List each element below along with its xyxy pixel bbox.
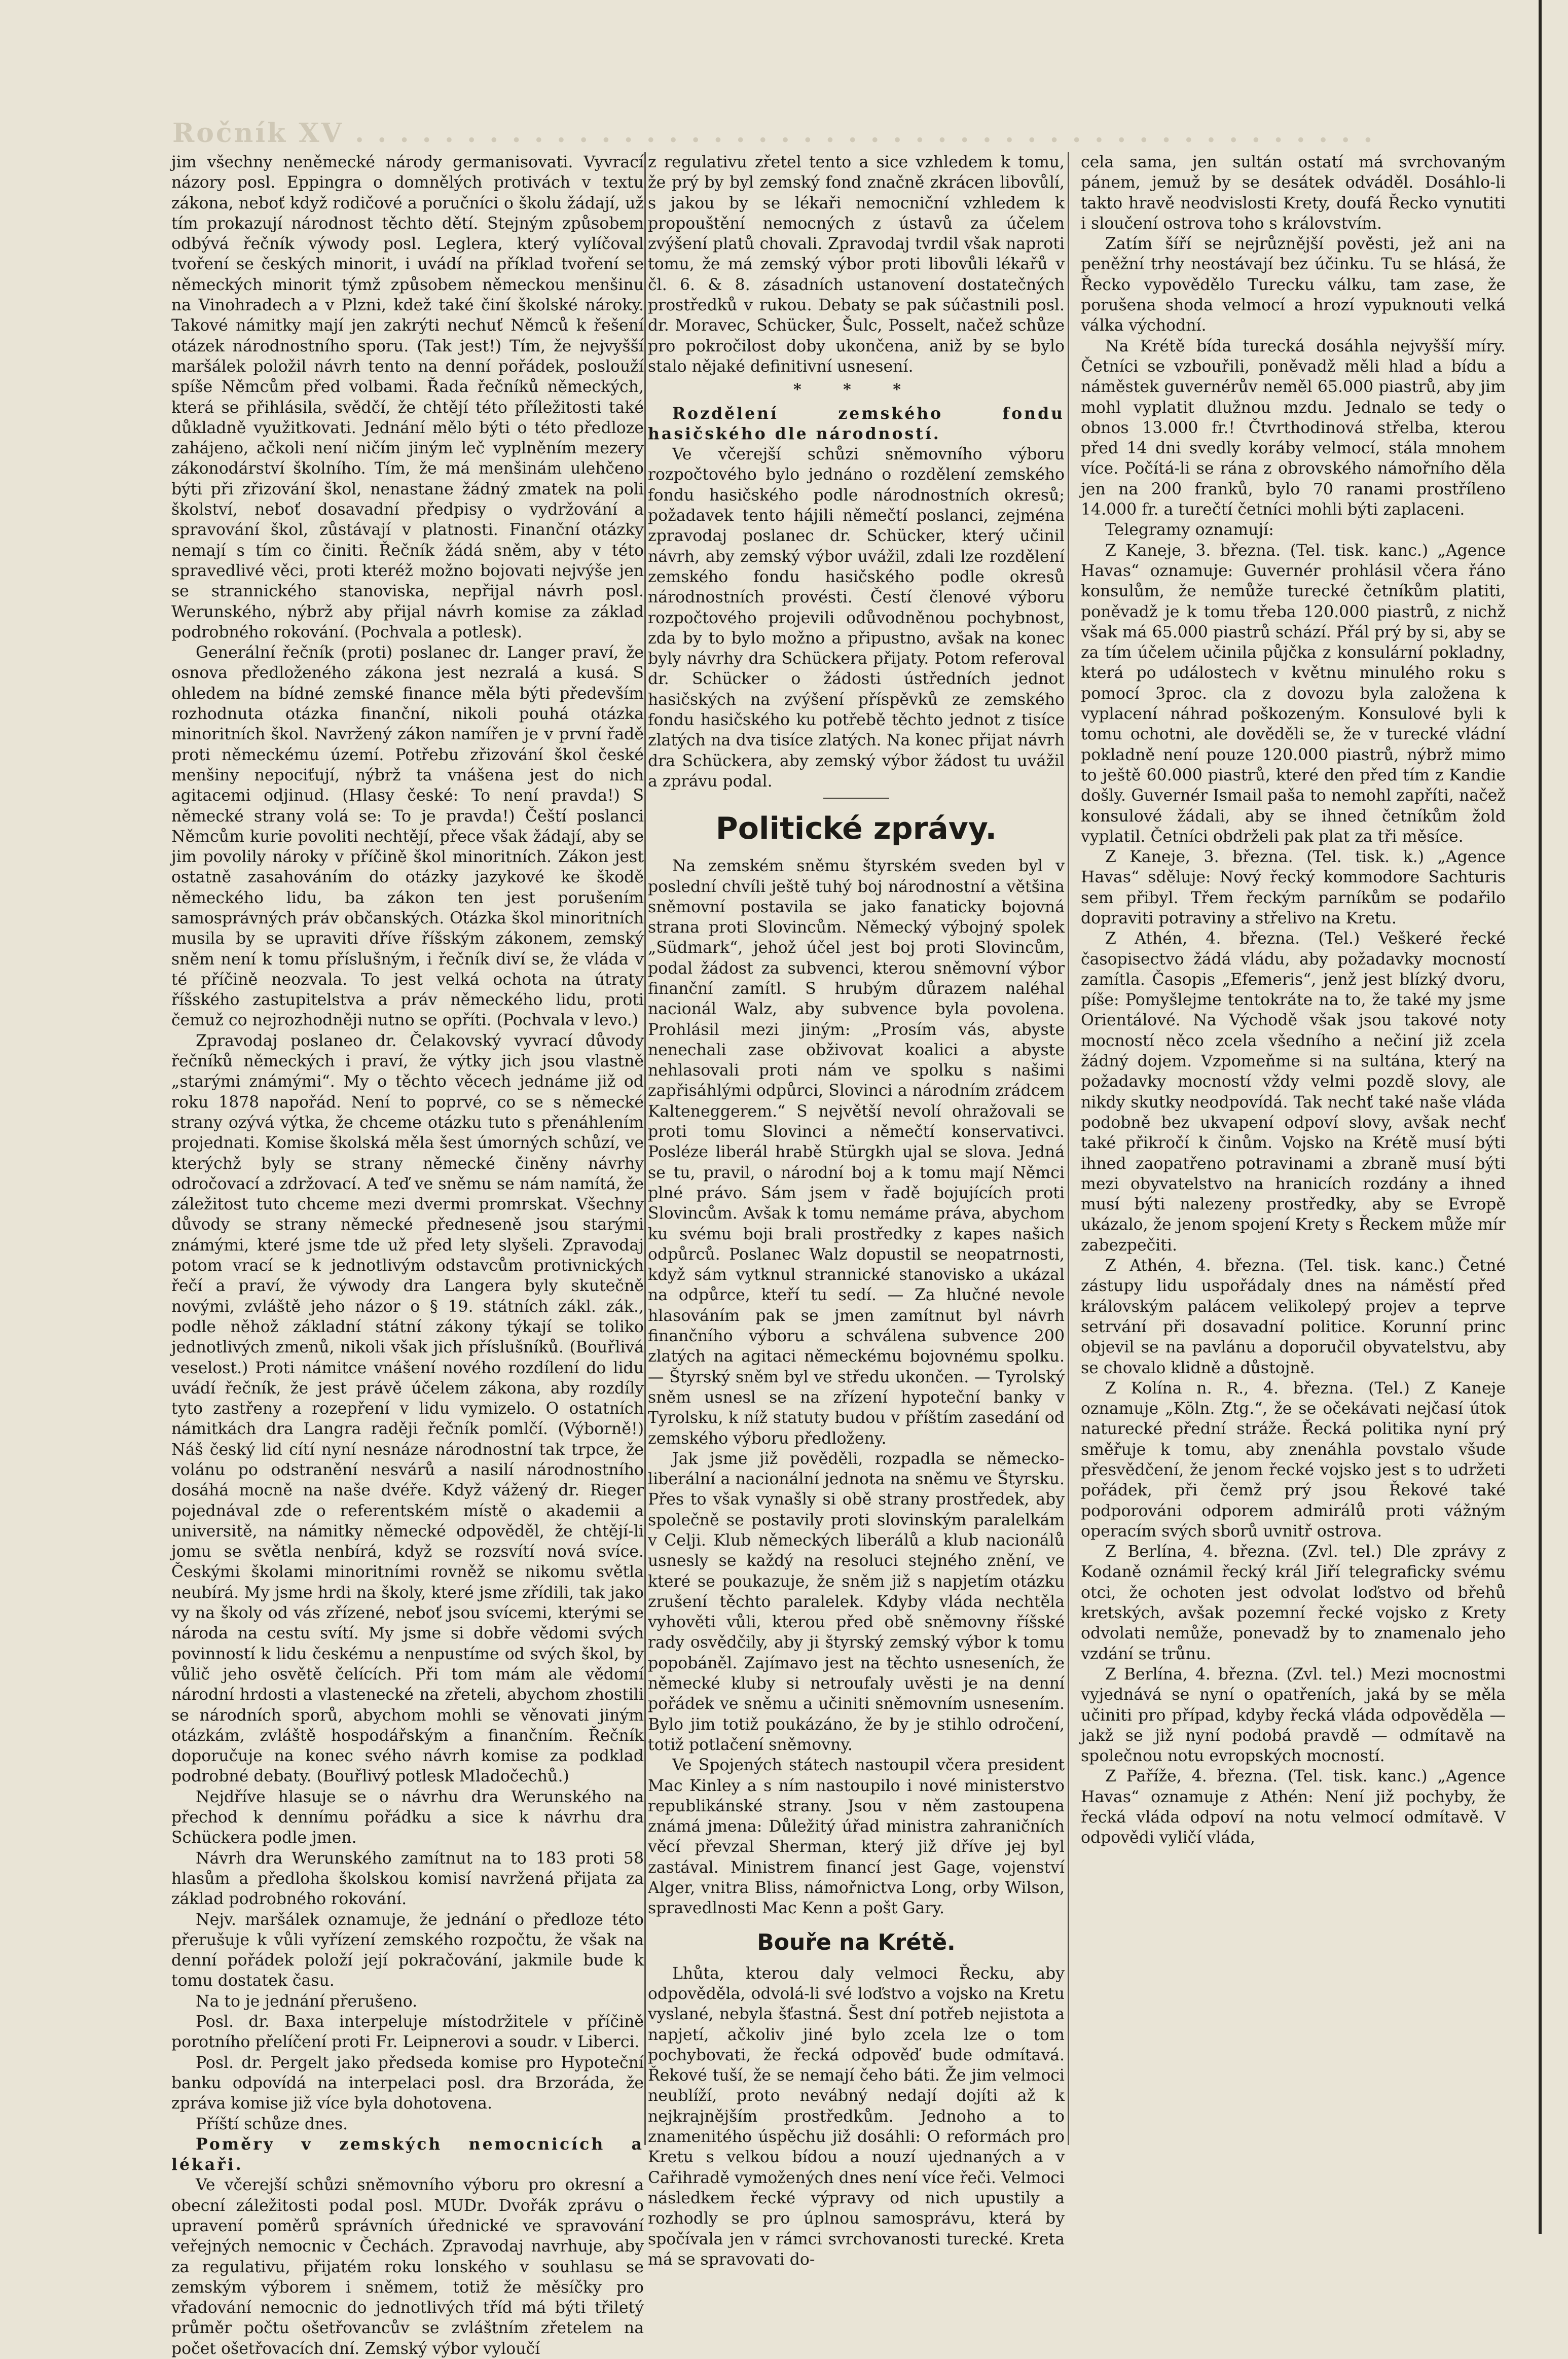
article-paragraph: Ve včerejší schůzi sněmovního výboru rozpočtového bylo jednáno o rozdělení zemského fondu hasičského podle národnostních okresů; požadavek tento hájili němečtí poslanci, zejména zpravodaj poslanec dr. Schücker, který učinil návrh, aby zemský výbor uvážil, zdali lze rozdělení zemského fondu hasičského podle okresů národnostních provésti. Čestí členové výboru rozpočtového projevili odůvodněnou pochybnost, zda by to bylo možno a připustno, avšak na konec byly návrhy dra Schückera přijaty. Potom referoval dr. Schücker o žádosti ústředních jednot hasičských na zvýšení příspěvků ze zemského fondu hasičského ku potřebě těchto jednot z tisíce zlatých na dva tisíce zlatých. Na konec přijat návrh dra Schückera, aby zemský výbor žádost tu uvážil a zprávu podal. (648, 445, 1065, 791)
article-heading-inline: Rozdělení zemského fondu hasičského dle národností. (648, 404, 1065, 443)
article-paragraph: Lhůta, kterou daly velmoci Řecku, aby odpověděla, odvolá-li své loďstvo a vojsko na Kretu vyslané, nebyla šťastná. Šest dní potřeb nejistota a napjetí, ačkoliv jiné bylo zcela lze o tom pochybovati, že řecká odpověď bude odmítavá. Řekové tuší, že se nemají čeho báti. Že jim velmoci neublíží, proto nevábný nedají dojíti až k nejkrajnějším prostředkům. Jednoho a to znamenitého úspěchu již dosáhli: O reformách pro Kretu s velkou bídou a nouzí ujednaných a v Cařihradě vymožených dnes není více řeči. Velmoci následkem řecké výpravy od nich upustily a rozhodly se pro úplnou samosprávu, která by spočívala jen v rámci svrchovanosti turecké. Kreta má se spravovati do- (648, 1964, 1065, 2269)
article-paragraph: Z Berlína, 4. března. (Zvl. tel.) Dle zprávy z Kodaně oznámil řecký král Jiří telegraficky svému otci, že ochoten jest odvolat loďstvo od břehů kretských, avšak pozemní řecké vojsko z Krety odvolati nemůže, ponevadž by to znamenalo jeho vzdání se trůnu. (1081, 1543, 1506, 1663)
section-title: Politické zprávy. (715, 811, 997, 847)
article-paragraph: Nejdříve hlasuje se o návrhu dra Werunského na přechod k dennímu pořádku a sice k návrhu dra Schückera podle jmen. (171, 1788, 644, 1847)
article-paragraph: Z Kolína n. R., 4. března. (Tel.) Z Kaneje oznamuje „Köln. Ztg.“, že se očekávati nejčasí útok naturecké přední stráže. Řecká politika nyní prý směřuje k tomu, aby znenáhla povstalo všude přesvědčení, že jenom řecké vojsko jest s to udržeti pořádek, při čemž prý jsou Řekové také podporováni odporem admirálů proti vážným operacím svých sborů uvnitř ostrova. (1081, 1379, 1506, 1541)
article-paragraph: Z Kaneje, 3. března. (Tel. tisk. kanc.) „Agence Havas“ oznamuje: Guvernér prohlásil včera řáno konsulům, že nemůže turecké četníkům platiti, poněvadž je k tomu třeba 120.000 piastrů, z nichž však má 65.000 piastrů schází. Přál prý by si, aby se za tím účelem učinila půjčka z konsulární pokladny, která po událostech v květnu minulého roku s pomocí 3proc. cla z dovozu byla založena k vyplacení náhrad poškozeným. Konsulové byli k tomu ochotni, ale dověděli se, že v turecké vládní pokladně není pouze 120.000 piastrů, nýbrž mimo to ještě 60.000 piastrů, které den před tím z Kandie došly. Guvernér Ismail paša to nemohl zapříti, načež konsulové žádali, aby se ihned četníkům žold vyplatil. Četníci obdrželi pak plat za tři měsíce. (1081, 541, 1506, 846)
article-paragraph: Na zemském sněmu štyrském sveden byl v poslední chvíli ještě tuhý boj národnostní a většina sněmovní postavila se jako fanaticky bojovná strana proti Slovincům. Německý výbojný spolek „Südmark“, jehož účel jest boj proti Slovincům, podal žádost za subvenci, kterou sněmovní výbor finanční zamítl. S hrubým důrazem naléhal nacionál Walz, aby subvence byla povolena. Prohlásil mezi jiným: „Prosím vás, abyste nenechali zase obživovat koalici a abyste nehlasovali proti nám ve spolku s našimi zapřisáhlými odpůrci, Slovinci a národním zrádcem Kalteneggerem.“ S největší nevolí ohražovali se proti tomu Slovinci a němečtí konservativci. Posléze liberál hrabě Stürgkh ujal se slova. Jedná se tu, pravil, o národní boj a k tomu mají Němci plné právo. Sám jsem v řadě bojujících proti Slovincům. Avšak k tomu nemáme práva, abychom ku svému boji brali prostředky z kapes našich odpůrců. Poslanec Walz dopustil se neopatrnosti, když sám vytknul strannické stanovisko a ukázal na odpůrce, kteří tu sedí. — Za hlučné nevole hlasováním pak se jmen zamítnut byl návrh finančního výboru a schválena subvence 200 zlatých na agitaci německému bojovnému spolku. — Štyrský sněm byl ve středu ukončen. — Tyrolský sněm usnesl se na zřízení hypoteční banky v Tyrolsku, k níž statuty budou v příštím zasedání od zemského výboru předloženy. (648, 857, 1065, 1448)
article-paragraph: Na to je jednání přerušeno. (196, 1992, 418, 2011)
article-paragraph: Z Athén, 4. března. (Tel. tisk. kanc.) Četné zástupy lidu uspořádaly dnes na náměstí před královským palácem velikolepý projev a teprve setrvání při dosavadní politice. Korunní princ objevil se na pavlánu a doporučil obyvatelstvu, aby se chovalo klidně a důstojně. (1081, 1257, 1506, 1377)
article-paragraph: Ve včerejší schůzi sněmovního výboru pro okresní a obecní záležitosti podal posl. MUDr. Dvořák zprávu o upravení poměrů správních úřednické ve spravování veřejných nemocnic v Čechách. Zpravodaj navrhuje, aby za regulativu, přijatém roku lonského v souhlasu se zemským výborem i sněmem, totiž že měsíčky pro vřadování nemocnic do jednotlivých tříd má býti třiletý průměr počtu ošetřovancův se zvláštním zřetelem na počet ošetřovacích dní. Zemský výbor vyloučí (171, 2176, 644, 2358)
article-paragraph: cela sama, jen sultán ostatí má svrchovaným pánem, jemuž by se desátek odváděl. Dosáhlo-li takto hravě neodvislosti Krety, doufá Řecko vynutiti i sloučení ostrova toho s královstvím. (1081, 153, 1506, 233)
page-fold-shadow (1539, 0, 1542, 2234)
article-paragraph: Posl. dr. Baxa interpeluje místodržitele v příčině porotního přelíčení proti Fr. Leipnerovi a soudr. v Liberci. (171, 2013, 644, 2052)
article-paragraph: Nejv. maršálek oznamuje, že jednání o předloze této přerušuje k vůli vyřízení zemského rozpočtu, že však na denní pořádek položí její pokračování, jakmile bude k tomu dostatek času. (171, 1910, 644, 1990)
column-3 (1081, 152, 1506, 2150)
article-paragraph: Zatím šíří se nejrůznější pověsti, jež ani na peněžní trhy neostávají bez účinku. Tu se hlásá, že Řecko vypovědělo Turecku válku, tam zase, že porušena shoda velmocí a hrozí vypuknouti velká válka východní. (1081, 235, 1506, 335)
article-paragraph: z regulativu zřetel tento a sice vzhledem k tomu, že prý by byl zemský fond značně zkrácen libovůlí, s jakou by se lékaři nemocniční vzhledem k propouštění nemocných z ústavů za účelem zvýšení platů chovali. Zpravodaj tvrdil však naproti tomu, že má zemský výbor proti libovůli lékařů v čl. 6. & 8. zásadních ustanovení dostatečných prostředků v rukou. Debaty se pak súčastnili posl. dr. Moravec, Schücker, Šulc, Posselt, načež schůze pro pokročilost doby ukončena, aniž by se bylo stalo nějaké definitivní usnesení. (648, 153, 1065, 376)
faded-header-show-through: Ročník XV . . . . . . . . . . . . . . . . . . . . . . . . . . . . . . . . . . . . . . . . . . . . . . (172, 118, 1375, 149)
article-paragraph: Ve Spojených státech nastoupil včera president Mac Kinley a s ním nastoupilo i nové ministerstvo republikánské strany. Jsou v něm zastoupena známá jmena: Důležitý úřad ministra zahraničních věcí převzal Sherman, který již dříve jej byl zastával. Ministrem financí jest Gage, vojenství Alger, vnitra Bliss, námořnictva Long, orby Wilson, spravedlnosti Mac Kenn a pošt Gary. (648, 1756, 1065, 1918)
column-rule-2 (1068, 152, 1069, 2145)
article-paragraph: Zpravodaj poslaneo dr. Čelakovský vyvrací důvody řečníků německých i praví, že výtky jich jsou vlastně „starými známými“. My o těchto věcech jednáme již od roku 1878 napořád. Není to poprvé, co se s německé strany ozývá výtka, že chceme otázku tuto s přenáhlením projednati. Komise školská měla šest úmorných schůzí, ve kterýchž byly se strany německé činěny návrhy odročovací a zdržovací. A teď ve sněmu se nám namítá, že záležitost tuto chceme mezi dvermi promrskat. Všechny důvody se strany německé předneseně jsou starými známými, které jsme tde už před lety slyšeli. Zpravodaj potom vrací se k jednotlivým odstavcům protivnických řečí a praví, že výwody dra Langera byly skutečně novými, zvláště jeho názor o § 19. státních zákl. zák., podle něhož základní státní zákony týkají se toliko jednotlivých zmenů, nikoli však jich příslušníků. (Bouřlivá veselost.) Proti námitce vnášení nového rozdílení do lidu uvádí řečník, že jest právě účelem zákona, aby rozdíly tyto zastřeny a rozepření v lidu vymizelo. O ostatních námitkách dra Langra raději řečník pomlčí. (Výborně!) Náš český lid cítí nyní nesnáze národnostní tak trpce, že volánu po odstranění nesvárů a nasilí národnostního dosáhá mocně na naše dvéře. Když vážený dr. Rieger pojednával zde o referentském místě o akademii a universitě, na námitky německé odpověděl, že chtějí-li jomu se světla nenbírá, když se rozsvítí nová svíce. Českými školami minoritními rovněž se nikomu světla neubírá. My jsme hrdi na školy, které jsme zřídili, tak jako vy na školy od vás zřízené, neboť jsou svícemi, kterými se národa na cestu svítí. My jsme si dobře vědomi svých povinností k lidu českému a nenpustíme od svých škol, by vůlič jeho osvětě čelících. Při tom mám ale vědomí národní hrdosti a vlastenecké na zřeteli, abychom zhostili se národních sporů, abychom mohli se věnovati jiným otázkám, zvláště hospodářským a finančním. Řečník doporučuje na konec svého návrh komise za podklad podrobné debaty. (Bouřlivý potlesk Mladočechů.) (171, 1031, 644, 1786)
article-paragraph: Návrh dra Werunského zamítnut na to 183 proti 58 hlasům a předloha školskou komisí navržená přijata za základ podrobného rokování. (171, 1849, 644, 1909)
article-paragraph: Z Berlína, 4. března. (Zvl. tel.) Mezi mocnostmi vyjednává se nyní o opatřeních, jaká by se měla učiniti pro případ, kdyby řecká vláda odpověděla — jakž se již nyní podobá pravdě — odmítavě na společnou notu evropských mocností. (1081, 1665, 1506, 1766)
article-paragraph: Jak jsme již pověděli, rozpadla se německo-liberální a nacionální jednota na sněmu ve Štyrsku. Přes to však vynašly si obě strany prostředek, aby společně se postavily proti slovinským paralelkám v Celji. Klub německých liberálů a klub nacionálů usnesly se každý na resoluci stejného znění, ve které se poukazuje, že sněm již s napjetím otázku zrušení těchto paralelek. Kdyby vláda nechtěla vyhověti vůli, kterou před obě sněmovny říšské rady osvědčily, aby ji štyrský zemský výbor k tomu popobáněl. Zajímavo jest na těchto usneseních, že německé kluby si netroufaly uvěsti je na denní pořádek ve sněmu a učiniti sněmovním usnesením. Bylo jim totiž poukázáno, že by je stihlo odročení, totiž potlačení sněmovny. (648, 1449, 1065, 1754)
article-paragraph: jim všechny neněmecké národy germanisovati. Vyvrací názory posl. Eppingra o domnělých protivách v textu zákona, neboť když rodičové a poručníci o školu žádají, už tím prokazují národnost těchto dětí. Stejným způsobem odbývá řečník výwody posl. Leglera, který vylíčoval tvoření se českých minorit, i uvádí na příklad tvoření se německých minorit týmž způsobem německou menšinu na Vinohradech a v Plzni, kdež také činí školské nároky. Takové námitky mají jen zakrýti nechuť Němců k řešení otázek národnostního sporu. (Tak jest!) Tím, že nejvyšší maršálek položil návrh tento na denní pořádek, poslouží spíše Němcům před volbami. Řada řečníků německých, která se přihlásila, svědčí, že chtějí této příležitosti také důkladně využitkovati. Jednání mělo býti o této předloze zahájeno, ačkoli není ničím jiným leč vyplněním mezery zákonodárství školního. Tím, že má menšinám ulehčeno býti při zřizování škol, nenastane žádný zmatek na poli školství, neboť dosavadní předpisy o vydržování a spravování škol, zůstávají v platnosti. Finanční otázky nemají s tím co činiti. Řečník žádá sněm, aby v této spravedlivé věci, proti kteréž možno bojovati nejvýše jen se strannického stanoviska, nepřijal návrh posl. Werunského, nýbrž aby přijal návrh komise za základ podrobného rokování. (Pochvala a potlesk). (171, 153, 644, 641)
article-heading-inline: Poměry v zemských nemocnicích a lékaři. (171, 2134, 644, 2174)
section-stars: * * * (793, 381, 919, 399)
article-paragraph: Generální řečník (proti) poslanec dr. Langer praví, že osnova předloženého zákona jest nezralá a kusá. S ohledem na bídné zemské finance měla býti především rozhodnuta otázka finanční, nikoli pouhá otázka minoritních škol. Navržený zákon namířen je v první řadě proti německému území. Potřebu zřizování škol české menšiny nepociťují, nýbrž ta vnášena jest do nich agitacemi odjinud. (Hlasy české: To není pravda!) S německé strany volá se: To je pravda!) Čeští poslanci Němcům kurie povoliti nechtějí, přece však žádají, aby se jim povolily nároky v příčině škol minoritních. Zákon jest ostatně zasahováním do otázky jazykové ke škodě německého lidu, ba zákon ten jest porušením samosprávných práv občanských. Otázka škol minoritních musila by se upraviti dříve říšským zákonem, zemský sněm není k tomu příslušným, i řečník diví se, že vláda v té příčině neozvala. To jest velká ochota na útraty říšského zastupitelstva a práv německého lidu, proti čemuž co nejrozhodněji nutno se opříti. (Pochvala v levo.) (171, 644, 644, 1030)
column-rule-1 (644, 152, 646, 2145)
separator-rule (823, 798, 889, 799)
column-1 (171, 152, 644, 2358)
article-paragraph: Z Kaneje, 3. března. (Tel. tisk. k.) „Agence Havas“ sděluje: Nový řecký kommodore Sachturis sem přibyl. Třem řeckým parníkům se podařilo dopraviti potraviny a střelivo na Kretu. (1081, 848, 1506, 927)
article-paragraph: Posl. dr. Pergelt jako předseda komise pro Hypoteční banku odpovídá na interpelaci posl. dra Brzoráda, že zpráva komise již více byla dohotovena. (171, 2053, 644, 2113)
article-paragraph: Příští schůze dnes. (196, 2115, 348, 2133)
article-paragraph: Z Paříže, 4. března. (Tel. tisk. kanc.) „Agence Havas“ oznamuje z Athén: Není již pochyby, že řecká vláda odpoví na notu velmocí odmítavě. V odpovědi vyličí vláda, (1081, 1767, 1506, 1847)
column-2 (648, 152, 1065, 2269)
article-paragraph: Telegramy oznamují: (1105, 521, 1274, 540)
article-paragraph: Z Athén, 4. března. (Tel.) Veškeré řecké časopisectvo žádá vládu, aby požadavky mocností zamítla. Časopis „Efemeris“, jenž jest blízký dvoru, píše: Pomyšlejme tentokráte na to, že také my jsme Orientálové. Na Východě však jsou takové noty mocností něco zcela všedního a nečiní již zcela žádný dojem. Vzpomeňme si na sultána, který na požadavky mocností vždy velmi pozdě slovy, ale nikdy skutky neodpovídá. Tak nechť také naše vláda podobně bez ukvapení odpoví slovy, avšak nechť také přikročí k činům. Vojsko na Krétě musí býti ihned zaopatřeno potravinami a zbraně musí býti mezi obyvatelstvo na hranicích rozdány a ihned musí býti nalezeny prostředky, aby se Evropě ukázalo, že jenom spojení Krety s Řeckem může mír zabezpečiti. (1081, 930, 1506, 1255)
subsection-title: Bouře na Krétě. (757, 1929, 956, 1955)
article-paragraph: Na Krétě bída turecká dosáhla nejvyšší míry. Četníci se vzbouřili, poněvadž měli hlad a bídu a náměstek guvernérův neměl 65.000 piastrů, aby jim mohl vyplatit dlužnou mzdu. Jednalo se tedy o obnos 13.000 fr.! Čtvrthodinová střelba, kterou před 14 dni svedly koráby velmocí, stála mnohem více. Počítá-li se rána z obrovského námořního děla jen na 200 franků, bylo 70 ranami prostřílenо 14.000 fr. a turečtí četníci mohli býti zaplaceni. (1081, 337, 1506, 519)
